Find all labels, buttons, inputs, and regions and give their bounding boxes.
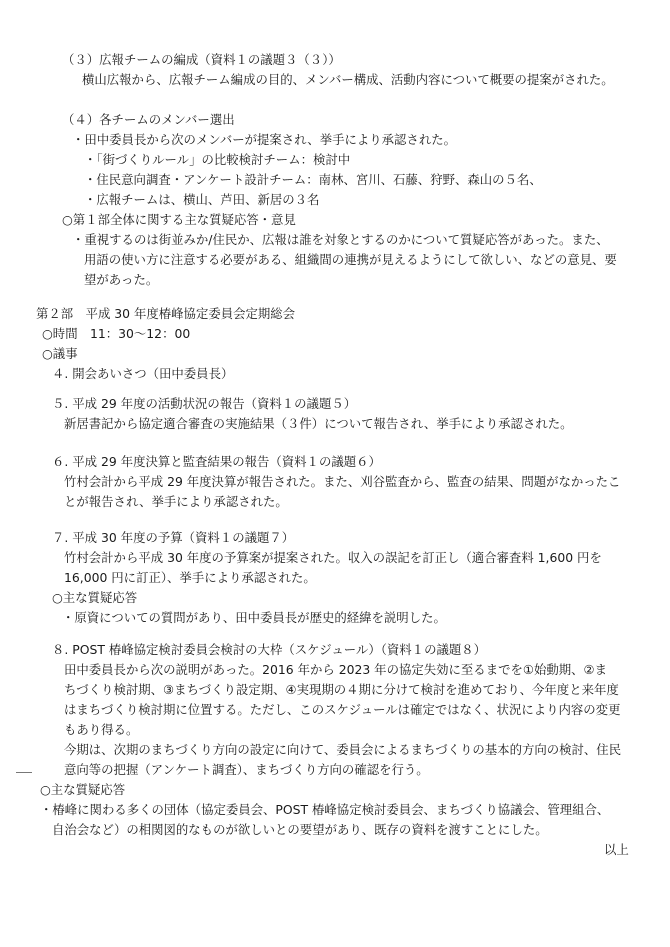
agenda-item-8-body: もあり得る。 (64, 722, 139, 737)
agenda-item-8: ８. POST 椿峰協定検討委員会検討の大枠（スケジュール）（資料１の議題８） (52, 642, 487, 657)
part1-qa-heading: ○第１部全体に関する主な質疑応答・意見 (62, 212, 296, 227)
margin-dash-mark (16, 772, 32, 773)
agenda-item-6-body: とが報告され、挙手により承認された。 (64, 494, 288, 509)
agenda-item-7: ７. 平成 30 年度の予算（資料１の議題７） (52, 530, 295, 545)
part2-title: 第２部 平成 30 年度椿峰協定委員会定期総会 (36, 306, 296, 321)
agenda-item-8-body: 意向等の把握（アンケート調査）、まちづくり方向の確認を行う。 (64, 762, 429, 777)
agenda-item-8-body: はまちづくり検討期に位置する。ただし、このスケジュールは確定ではなく、状況により内容の変更 (64, 702, 621, 717)
agenda-item-8-qa-heading: ○主な質疑応答 (40, 782, 126, 797)
section-3-heading: （３）広報チームの編成（資料１の議題３（３）） (62, 52, 341, 67)
agenda-item-8-qa: ・椿峰に関わる多くの団体（協定委員会、POST 椿峰協定検討委員会、まちづくり協議会、管理組合、 (40, 802, 610, 817)
part1-qa-line: 用語の使い方に注意する必要がある、組織間の連携が見えるようにして欲しい、などの意見、要 (84, 252, 617, 267)
agenda-item-5-body: 新居書記から協定適合審査の実施結果（３件）について報告され、挙手により承認された。 (64, 416, 573, 431)
agenda-item-4: ４. 開会あいさつ（田中委員長） (52, 366, 234, 381)
agenda-item-7-qa: ・原資についての質問があり、田中委員長が歴史的経緯を説明した。 (62, 610, 446, 625)
agenda-item-5: ５. 平成 29 年度の活動状況の報告（資料１の議題５） (52, 396, 357, 411)
agenda-item-8-qa: 自治会など）の相関図的なものが欲しいとの要望があり、既存の資料を渡すことにした。 (52, 822, 548, 837)
agenda-item-7-body: 16,000 円に訂正）、挙手により承認された。 (64, 570, 316, 585)
section-4-item: ・「街づくりルール」の比較検討チーム：検討中 (84, 152, 351, 167)
section-4-item: ・広報チームは、横山、芦田、新居の３名 (84, 192, 320, 207)
section-4-heading: （４）各チームのメンバー選出 (62, 112, 235, 127)
agenda-item-8-body: 今期は、次期のまちづくり方向の設定に向けて、委員会によるまちづくりの基本的方向の検討、住民 (64, 742, 622, 757)
agenda-item-7-qa-heading: ○主な質疑応答 (52, 590, 138, 605)
meeting-time: ○時間 11：30〜12：00 (42, 326, 191, 341)
agenda-item-8-body: ちづくり検討期、③まちづくり設定期、④実現期の４期に分けて検討を進めており、今年度と来年度 (64, 682, 619, 697)
agenda-item-8-body: 田中委員長から次の説明があった。2016 年から 2023 年の協定失効に至るまでを①始動期、②ま (64, 662, 608, 677)
section-4-lead: ・田中委員長から次のメンバーが提案され、挙手により承認された。 (72, 132, 456, 147)
end-mark: 以上 (604, 842, 629, 857)
agenda-item-6-body: 竹村会計から平成 29 年度決算が報告された。また、刈谷監査から、監査の結果、問題がなかったこ (64, 474, 621, 489)
section-4-item: ・住民意向調査・アンケート設計チーム：南林、宮川、石藤、狩野、森山の５名、 (84, 172, 542, 187)
agenda-item-7-body: 竹村会計から平成 30 年度の予算案が提案された。収入の誤記を訂正し（適合審査料 1,600 円を (64, 550, 602, 565)
agenda-item-6: ６. 平成 29 年度決算と監査結果の報告（資料１の議題６） (52, 454, 381, 469)
part1-qa-line: ・重視するのは街並みか/住民か、広報は誰を対象とするのかについて質疑応答があった。また、 (72, 232, 609, 247)
part1-qa-line: 望があった。 (84, 272, 159, 287)
agenda-label: ○議事 (42, 346, 78, 361)
section-3-body: 横山広報から、広報チーム編成の目的、メンバー構成、活動内容について概要の提案がされた。 (82, 72, 614, 87)
